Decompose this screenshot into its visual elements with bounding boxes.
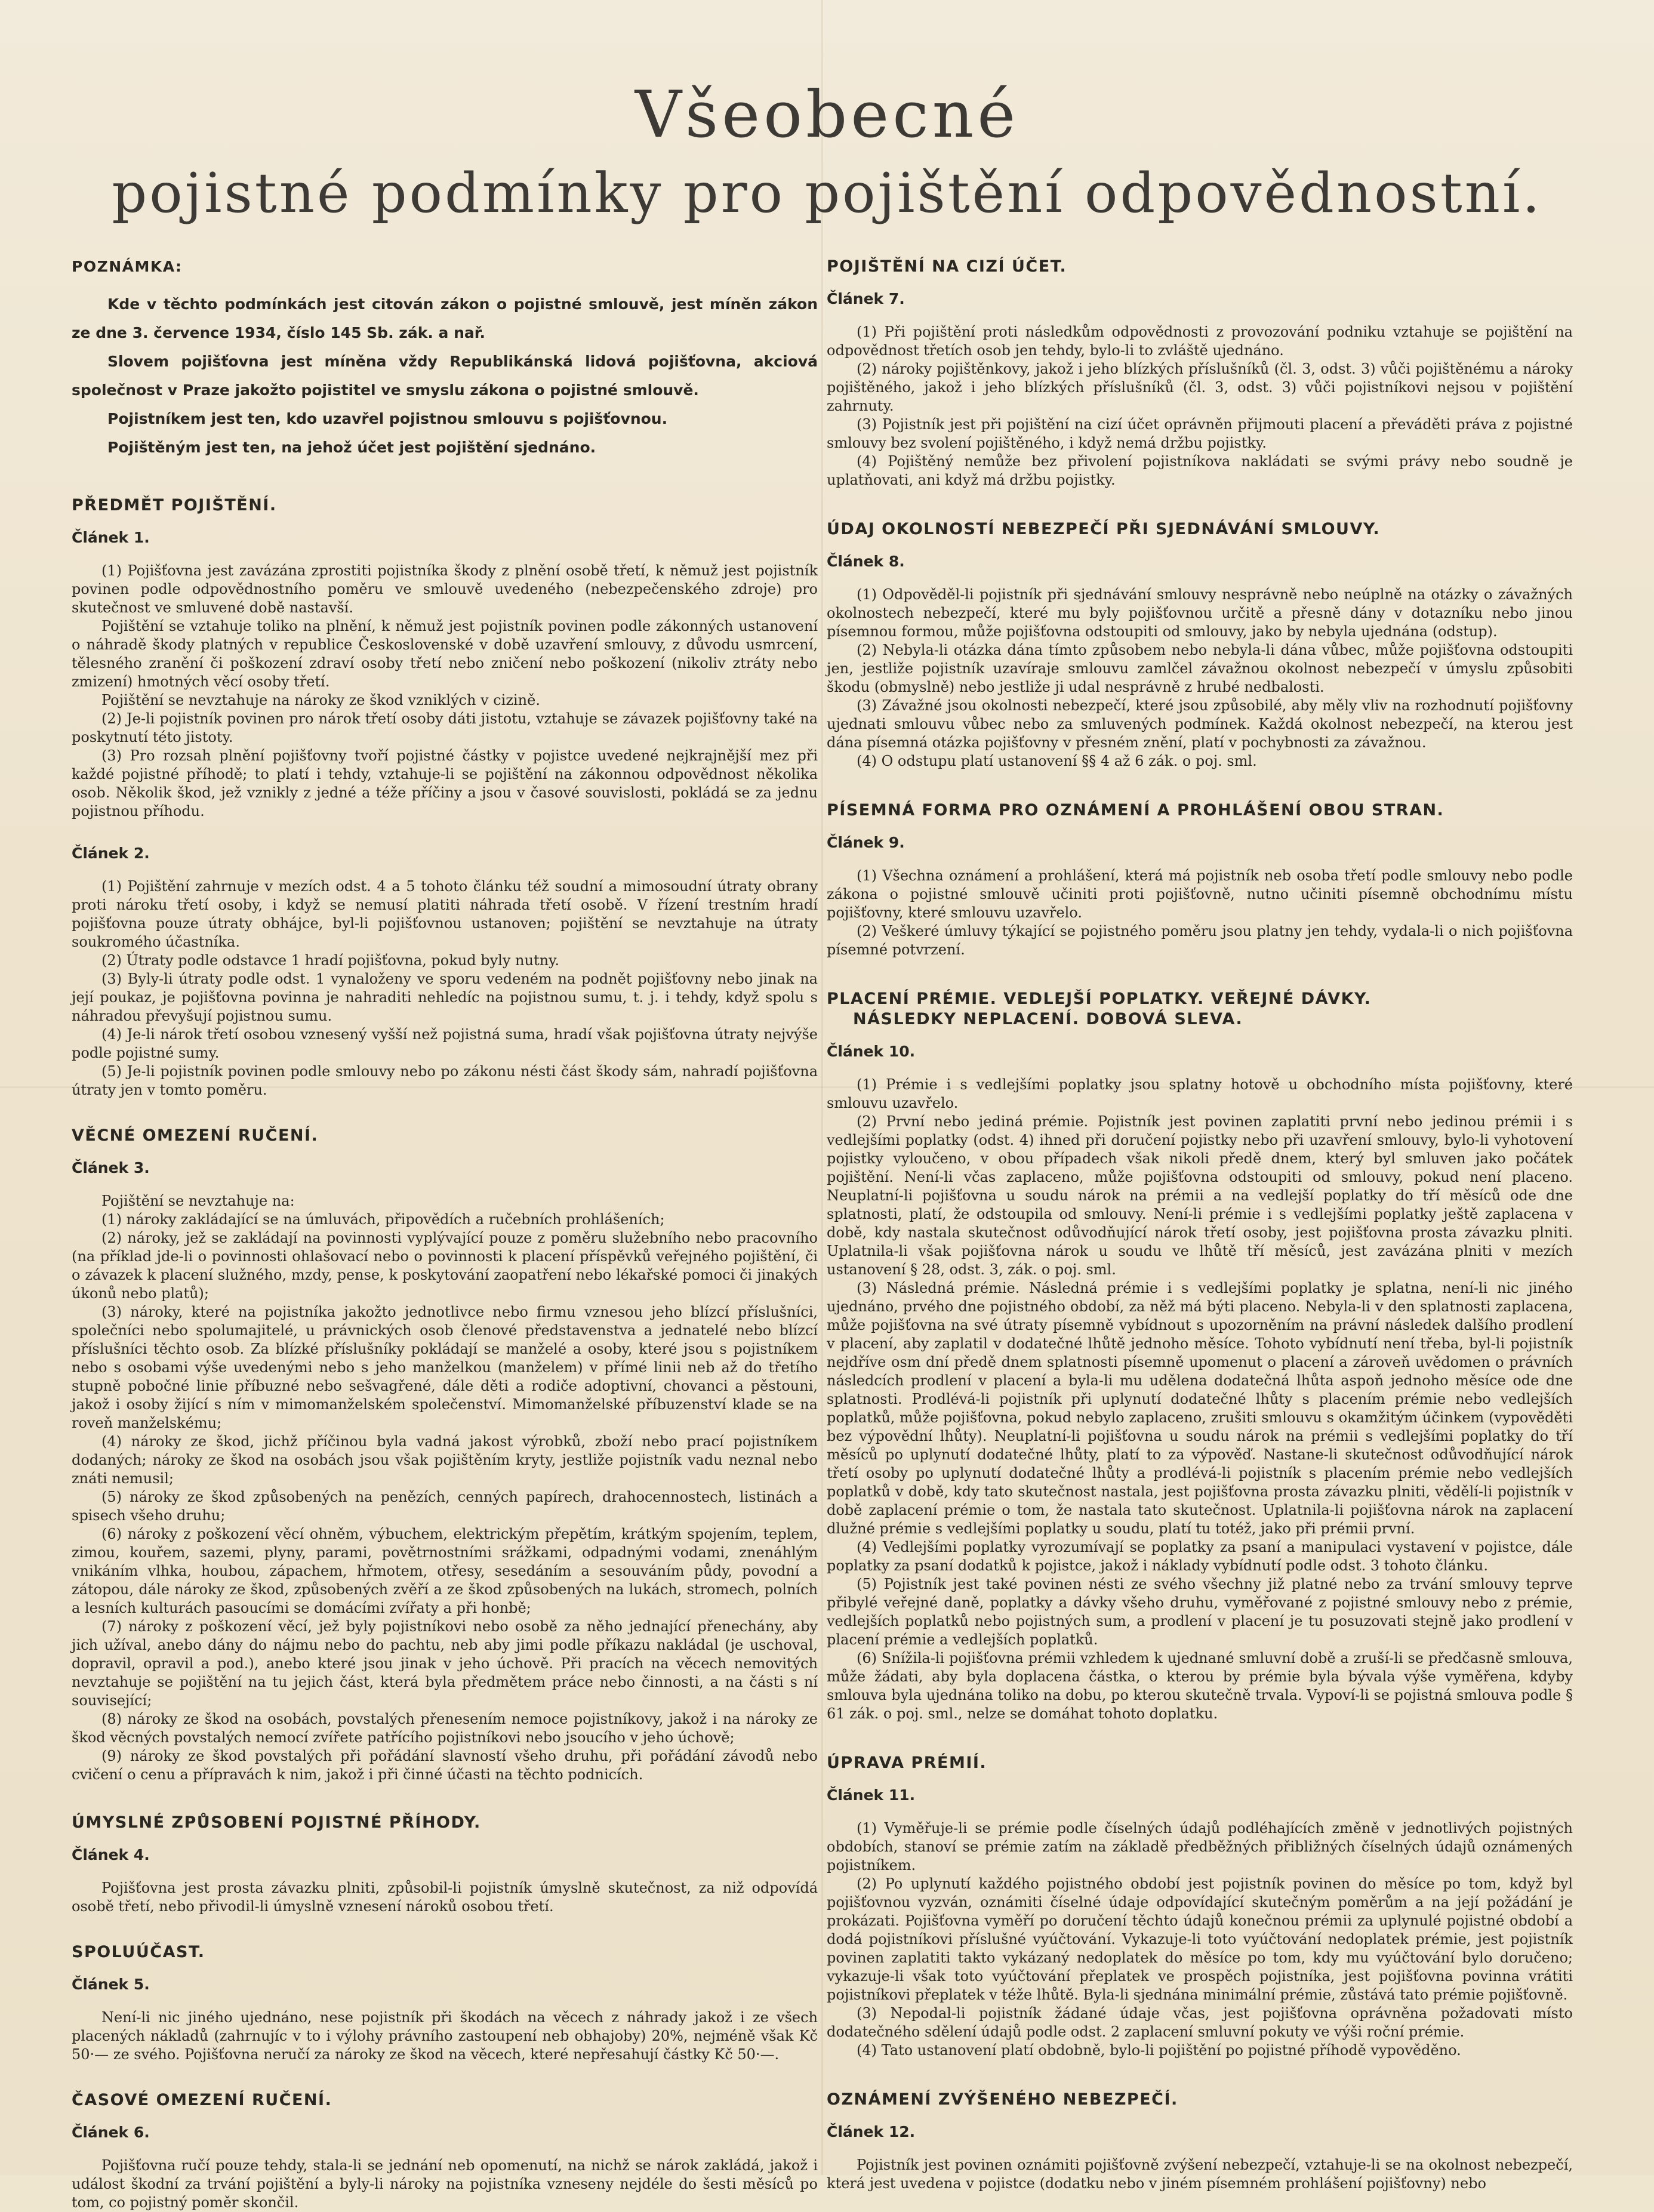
section-heading: ÚPRAVA PRÉMIÍ. <box>827 1754 987 1772</box>
section-heading: SPOLUÚČAST. <box>72 1943 205 1961</box>
paragraph: (1) Všechna oznámení a prohlášení, která má pojistník neb osoba třetí podle smlouvy nebo podle zákona o pojistné smlouvě učiniti proti pojišťovně, nutno učiniti písemně obchodnímu místu pojišťovny, které smlouvu uzavřelo. <box>827 867 1573 921</box>
document-subtitle: pojistné podmínky pro pojištění odpovědnostní. <box>112 161 1542 225</box>
paragraph: (2) Veškeré úmluvy týkající se pojistného poměru jsou platny jen tehdy, vydala-li o nich pojišťovna písemné potvrzení. <box>827 923 1573 958</box>
section-placeni-premie <box>827 989 1573 1723</box>
section-pisemna-forma <box>827 800 1573 959</box>
article-label: Článek 3. <box>72 1159 150 1176</box>
paragraph: (4) Je-li nárok třetí osobou vznesený vyšší než pojistná suma, hradí však pojišťovna útraty nejvýše podle pojistné sumy. <box>72 1026 818 1061</box>
paragraph: (1) Pojištění zahrnuje v mezích odst. 4 a 5 tohoto článku též soudní a mimosoudní útraty obrany proti nároku třetí osoby, i když se nemusí platiti náhrada třetí osobě. V řízení trestním hradí pojišťovna pouze útraty obhájce, byl-li pojišťovnou ustanoven; pojištění se nevztahuje na útraty soukromého účastníka. <box>72 878 818 950</box>
paragraph: Pojištění se vztahuje toliko na plnění, k němuž jest pojistník povinen podle zákonných ustanovení o náhradě škody platných v republice Československé v době uzavření smlouvy, z důvodu usmrcení, tělesného zranění či poškození zdraví osoby třetí nebo zničení nebo poškození (nikoliv ztráty nebo zmizení) hmotných věcí osoby třetí. <box>72 618 818 690</box>
paragraph: (2) Nebyla-li otázka dána tímto způsobem nebo nebyla-li dána vůbec, může pojišťovna odstoupiti jen, jestliže pojistník uzavíraje smlouvu zamlčel závažnou okolnost nebezpečí v úmyslu způsobiti škodu (obmyslně) nebo jestliže ji udal nesprávně z hrubé nedbalosti. <box>827 642 1573 695</box>
paragraph: (4) Pojištěný nemůže bez přivolení pojistníkova nakládati se svými právy nebo soudně je uplatňovati, ani když má držbu pojistky. <box>827 453 1573 488</box>
article-label: Článek 2. <box>72 845 150 862</box>
paragraph: (3) Pojistník jest při pojištění na cizí účet oprávněn přijmouti placení a převáděti práva z pojistné smlouvy bez svolení pojištěného, i když nemá držbu pojistky. <box>827 416 1573 451</box>
list-item: (2) nároky, jež se zakládají na povinnosti vyplývající pouze z poměru služebního nebo pracovního (na příklad jde-li o povinnosti ohlašovací nebo o povinnosti k placení příspěvků veřejného pojištění, či o závazek k placení služného, mzdy, pense, k poskytování zaopatření nebo lékařské pomoci či jinakých úkonů nebo platů); <box>72 1230 818 1302</box>
paragraph: (4) Tato ustanovení platí obdobně, bylo-li pojištění po pojistné příhodě vypověděno. <box>857 2042 1461 2059</box>
section-oznameni-nebezpeci <box>827 2090 1573 2193</box>
note-line: Slovem pojišťovna jest míněna vždy Republikánská lidová pojišťovna, akciová společnost v Praze jakožto pojistitel ve smyslu zákona o pojistné smlouvě. <box>72 353 818 399</box>
article-label: Článek 6. <box>72 2124 150 2141</box>
section-casove <box>72 2090 818 2212</box>
section-heading: PLACENÍ PRÉMIE. VEDLEJŠÍ POPLATKY. VEŘEJNÉ DÁVKY. <box>827 990 1372 1008</box>
paragraph: (3) Pro rozsah plnění pojišťovny tvoří pojistné částky v pojistce uvedené nejkrajnější mez při každé pojistné příhodě; to platí i tehdy, vztahuje-li se pojištění na zákonnou odpovědnost několika osob. Několik škod, jež vznikly z jedné a téže příčiny a jsou v časové souvislosti, pokládá se za jednu pojistnou příhodu. <box>72 747 818 820</box>
article-label: Článek 5. <box>72 1976 150 1993</box>
paragraph: (3) Nepodal-li pojistník žádané údaje včas, jest pojišťovna oprávněna požadovati místo dodatečného sdělení údajů podle odst. 2 zaplacení smluvní pokuty ve výši roční prémie. <box>827 2005 1573 2040</box>
article-label: Článek 7. <box>827 290 905 307</box>
section-heading: ČASOVÉ OMEZENÍ RUČENÍ. <box>72 2091 332 2109</box>
list-item: (3) nároky, které na pojistníka jakožto jednotlivce nebo firmu vznesou jeho blízcí příslušníci, společníci nebo spolumajitelé, u právnických osob členové představenstva a jednatelé nebo blízcí příslušníci těchto osob. Za blízké příslušníky pokládají se manželé a osoby, které jsou s pojistníkem nebo s osobami výše uvedenými nebo s jeho manželkou (manželem) v přímé linii neb až do třetího stupně pobočné linie příbuzné nebo sešvagřené, dále děti a rodiče adoptivní, chovanci a pěstouni, jakož i osoby žijící s ním v mimomanželském společenství. Mimomanželské příbuzenství klade se na roveň manželskému; <box>72 1304 818 1431</box>
section-heading: ÚDAJ OKOLNOSTÍ NEBEZPEČÍ PŘI SJEDNÁVÁNÍ SMLOUVY. <box>827 520 1381 538</box>
paragraph: (2) První nebo jediná prémie. Pojistník jest povinen zaplatiti první nebo jedinou prémii i s vedlejšími poplatky (odst. 4) ihned při doručení pojistky nebo při uzavření smlouvy, bylo-li vyhotovení pojistky vyloučeno, v obou případech však nikoli předě dnem, který byl smluven jako počátek pojištění. Není-li včas zaplaceno, může pojišťovna odstoupiti od smlouvy, pokud není placeno. Neuplatní-li pojišťovna u soudu nárok na prémii a na vedlejší poplatky do tří měsíců ode dne splatnosti, platí, že odstoupila od smlouvy. Není-li prémie i s vedlejšími poplatky ještě zaplacena v době, kdy nastala skutečnost odůvodňující nárok třetí osoby, jest pojišťovna prosta závazku plniti. Uplatnila-li však pojišťovna nárok u soudu ve lhůtě tří měsíců, jest zavázána plniti v mezích ustanovení § 28, odst. 3, zák. o poj. sml. <box>827 1113 1573 1278</box>
note-line: Pojištěným jest ten, na jehož účet jest pojištění sjednáno. <box>107 439 596 456</box>
list-item: (9) nároky ze škod povstalých při pořádání slavností všeho druhu, při pořádání závodů nebo cvičení o cenu a přípravách k nim, jakož i při činné účasti na těchto podnicích. <box>72 1748 818 1783</box>
section-spoluucast <box>72 1942 818 2064</box>
section-cizi-ucet <box>827 257 1573 489</box>
note-line: Pojistníkem jest ten, kdo uzavřel pojistnou smlouvu s pojišťovnou. <box>107 410 668 427</box>
section-heading: ÚMYSLNÉ ZPŮSOBENÍ POJISTNÉ PŘÍHODY. <box>72 1813 481 1832</box>
article-label: Článek 8. <box>827 553 905 570</box>
paragraph: (2) Po uplynutí každého pojistného období jest pojistník povinen do měsíce po tom, když byl pojišťovnou vyzván, oznámiti číselné údaje odpovídající skutečným poměrům a na její požádání je prokázati. Pojišťovna vyměří po doručení těchto údajů konečnou prémii za uplynulé pojistné období a dodá pojistníkovi příslušné vyúčtování. Vykazuje-li toto vyúčtování nedoplatek prémie, jest pojistník povinen zaplatiti takto vykázaný nedoplatek do měsíce po tom, kdy mu vyúčtování bylo doručeno; vykazuje-li však toto vyúčtování přeplatek ve prospěch pojistníka, jest pojišťovna povinna vrátiti pojistníkovi přeplatek v téže lhůtě. Byla-li sjednána minimální prémie, zůstává tato prémie pojišťovně. <box>827 1875 1573 2003</box>
paragraph: Pojišťovna jest prosta závazku plniti, způsobil-li pojistník úmyslně skutečnost, za niž odpovídá osobě třetí, nebo přivodil-li úmyslně vznesení nároků osobou třetí. <box>72 1880 818 1915</box>
paragraph: (6) Snížila-li pojišťovna prémii vzhledem k ujednané smluvní době a zruší-li se předčasně smlouva, může žádati, aby byla doplacena částka, o kterou by prémie byla bývala výše vyměřena, kdyby smlouva byla ujednána toliko na dobu, po kterou skutečně trvala. Vypoví-li se pojistná smlouva podle § 61 zák. o poj. sml., nelze se domáhat tohoto doplatku. <box>827 1650 1573 1722</box>
right-column <box>827 257 1573 2193</box>
note-heading: POZNÁMKA: <box>72 258 183 275</box>
article-label: Článek 10. <box>827 1043 916 1060</box>
paragraph: Pojištění se nevztahuje na: <box>101 1193 295 1209</box>
paragraph: (2) Útraty podle odstavce 1 hradí pojišťovna, pokud byly nutny. <box>101 952 560 969</box>
paragraph: Pojistník jest povinen oznámiti pojišťovně zvýšení nebezpečí, vztahuje-li se na okolnost nebezpečí, která jest uvedena v pojistce (dodatku nebo v jiném písemném prohlášení pojišťovny) nebo <box>827 2156 1573 2192</box>
paragraph: (5) Je-li pojistník povinen podle smlouvy nebo po zákonu nésti část škody sám, nahradí pojišťovna útraty jen v tomto poměru. <box>72 1063 818 1098</box>
paragraph: Pojišťovna ručí pouze tehdy, stala-li se jednání neb opomenutí, na nichž se nárok zakládá, jakož i událost škodní za trvání pojištění a byly-li nároky na pojistníka vzneseny nejdéle do šesti měsíců po tom, co pojistný poměr skončil. <box>72 2157 818 2211</box>
section-heading: PÍSEMNÁ FORMA PRO OZNÁMENÍ A PROHLÁŠENÍ OBOU STRAN. <box>827 801 1444 820</box>
section-heading-line2: NÁSLEDKY NEPLACENÍ. DOBOVÁ SLEVA. <box>853 1010 1243 1028</box>
paragraph: (3) Následná prémie. Následná prémie i s vedlejšími poplatky je splatna, není-li nic jiného ujednáno, prvého dne pojistného období, za něž má býti placeno. Nebyla-li v den splatnosti zaplacena, může pojišťovna na své útraty písemně vybídnout s upozorněním na právní následek dalšího prodlení v placení, aby zaplatil v dodatečné lhůtě jednoho měsíce. Tohoto vybídnutí není třeba, byl-li pojistník nejdříve osm dní předě dnem splatnosti písemně upomenut o placení a zároveň uvědomen o právních následcích prodlení v placení a byla-li mu udělena dodatečná lhůta aspoň jednoho měsíce ode dne splatnosti. Prodlévá-li pojistník při uplynutí dodatečné lhůty s placením prémie nebo vedlejších poplatků, může pojišťovna, pokud nebylo zaplaceno, zrušiti smlouvu s okamžitým účinkem (vypověděti bez výpovědní lhůty). Neuplatní-li pojišťovna u soudu nárok na prémii s vedlejšími poplatky do tří měsíců po uplynutí dodatečné lhůty, platí to za výpověď. Nastane-li skutečnost odůvodňující nárok třetí osoby po uplynutí dodatečné lhůty a prodlévá-li pojistník s placením prémie nebo vedlejších poplatků v době, kdy tato skutečnost nastala, jest pojišťovna prosta závazku plniti, vědělí-li pojistník v době zaplacení prémie o tom, že nastala tato skutečnost. Uplatnila-li pojišťovna nárok na zaplacení dlužné prémie s vedlejšími poplatky u soudu, platí tu totéž, jako při prémii první. <box>827 1280 1573 1537</box>
note-section <box>72 257 818 462</box>
paragraph: (1) Prémie i s vedlejšími poplatky jsou splatny hotově u obchodního místa pojišťovny, které smlouvu uzavřelo. <box>827 1076 1573 1111</box>
list-item: (8) nároky ze škod na osobách, povstalých přenesením nemoce pojistníkovy, jakož i na nároky ze škod věcných povstalých nemocí zvířete patřícího pojistníkovi nebo jsoucího v jeho úchově; <box>72 1711 818 1746</box>
section-uprava-premii <box>827 1753 1573 2060</box>
paragraph: (5) Pojistník jest také povinen nésti ze svého všechny již platné nebo za trvání smlouvy teprve přibylé veřejné daně, poplatky a dávky všeho druhu, vyměřované z pojistné smlouvy nebo z prémie, vedlejších poplatků nebo pojistných sum, a prodlení v placení je tu posuzovati stejně jako prodlení v placení prémie a vedlejších poplatků. <box>827 1576 1573 1648</box>
document-title: Všeobecné <box>635 78 1019 152</box>
section-predmet <box>72 495 818 1099</box>
paragraph: (1) Při pojištění proti následkům odpovědnosti z provozování podniku vztahuje se pojištění na odpovědnost třetích osob jen tehdy, bylo-li to zvláště ujednáno. <box>827 324 1573 359</box>
section-heading: OZNÁMENÍ ZVÝŠENÉHO NEBEZPEČÍ. <box>827 2090 1178 2109</box>
list-item: (4) nároky ze škod, jichž příčinou byla vadná jakost výrobků, zboží nebo prací pojistníkem dodaných; nároky ze škod na osobách jsou však pojištěním kryty, jestliže pojistník vadu neznal nebo znáti nemusil; <box>72 1433 818 1487</box>
paragraph: (2) nároky pojištěnkovy, jakož i jeho blízkých příslušníků (čl. 3, odst. 3) vůči pojištěnému a nároky pojištěného, jakož i jeho blízkých příslušníků (čl. 3, odst. 3) vůči pojistníkovi nejsou v pojištění zahrnuty. <box>827 361 1573 414</box>
paragraph: Není-li nic jiného ujednáno, nese pojistník při škodách na věcech z náhrady jakož i ze všech placených nákladů (zahrnujíc v to i výlohy právního zastoupení neb obhajoby) 20%, nejméně však Kč 50·— ze svého. Pojišťovna neručí za nároky ze škod na věcech, které nepřesahují částky Kč 50·—. <box>72 2009 818 2063</box>
paragraph: (3) Závažné jsou okolnosti nebezpečí, které jsou způsobilé, aby měly vliv na rozhodnutí pojišťovny ujednati smlouvu vůbec nebo za smluvených podmínek. Každá okolnost nebezpečí, na kterou jest dána písemná otázka pojišťovny v přesném znění, platí v pochybnosti za závažnou. <box>827 697 1573 751</box>
list-item: (5) nároky ze škod způsobených na penězích, cenných papírech, drahocennostech, listinách a spisech všeho druhu; <box>72 1489 818 1524</box>
section-umyslne <box>72 1813 818 1916</box>
paragraph: (3) Byly-li útraty podle odst. 1 vynaloženy ve sporu vedeném na podnět pojišťovny nebo jinak na její poukaz, je pojišťovna povinna je nahraditi nehledíc na pojistnou sumu, t. j. i tehdy, když spolu s náhradou převyšují pojistnou sumu. <box>72 971 818 1024</box>
section-heading: PŘEDMĚT POJIŠTĚNÍ. <box>72 496 277 515</box>
paragraph: (4) O odstupu platí ustanovení §§ 4 až 6 zák. o poj. sml. <box>857 753 1257 769</box>
article-label: Článek 12. <box>827 2123 916 2140</box>
list-item: (6) nároky z poškození věcí ohněm, výbuchem, elektrickým přepětím, krátkým spojením, teplem, zimou, kouřem, sazemi, plyny, parami, povětrnostními srážkami, odpadnými vodami, znenáhlým vnikáním vlhka, houbou, zápachem, hřmotem, otřesy, sesedáním a sesouváním půdy, povodní a zátopou, dále nároky ze škod, způsobených zvěří a ze škod způsobených na lukách, stromech, polních a lesních kulturách pasoucími se domácími zvířaty a při honbě; <box>72 1526 818 1616</box>
section-vecne-omezeni <box>72 1126 818 1784</box>
section-heading: POJIŠTĚNÍ NA CIZÍ ÚČET. <box>827 257 1067 276</box>
paragraph: (1) Pojišťovna jest zavázána zprostiti pojistníka škody z plnění osobě třetí, k němuž jest pojistník povinen podle odpovědnostního poměru ve smlouvě uvedeného (nebezpečenského zdroje) pro skutečnost ve smluvené době nastavší. <box>72 562 818 616</box>
section-heading: VĚCNÉ OMEZENÍ RUČENÍ. <box>72 1126 319 1145</box>
exclusion-list <box>72 1210 818 1784</box>
list-item: (7) nároky z poškození věcí, jež byly pojistníkovi nebo osobě za něho jednající přenechány, aby jich užíval, anebo dány do nájmu nebo do pachtu, neb aby jimi podle příkazu nakládal (je uschoval, dopravil, opravil a pod.), anebo které jsou jinak v jeho úchově. Při pracích na věcech nemovitých nevztahuje se pojištění na tu jejich část, která byla předmětem práce nebo činnosti, a na části s ní související; <box>72 1618 818 1709</box>
paragraph: (1) Vyměřuje-li se prémie podle číselných údajů podléhajících změně v jednotlivých pojistných obdobích, stanoví se prémie zatím na základě předběžných přibližných číselných údajů oznámených pojistníkem. <box>827 1820 1573 1874</box>
section-udaj-okolnosti <box>827 519 1573 771</box>
article-label: Článek 1. <box>72 529 150 546</box>
note-line: Kde v těchto podmínkách jest citován zákon o pojistné smlouvě, jest míněn zákon ze dne 3. července 1934, číslo 145 Sb. zák. a nař. <box>72 295 818 341</box>
left-column <box>72 257 818 2212</box>
article-label: Článek 4. <box>72 1846 150 1863</box>
paragraph: (1) Odpověděl-li pojistník při sjednávání smlouvy nesprávně nebo neúplně na otázky o závažných okolnostech nebezpečí, které mu byly pojišťovnou určitě a přesně dány v dotazníku nebo jinou písemnou formou, může pojišťovna odstoupiti od smlouvy, jako by nebyla ujednána (odstup). <box>827 586 1573 640</box>
list-item: (1) nároky zakládající se na úmluvách, připovědích a ručebních prohlášeních; <box>101 1211 665 1228</box>
paragraph: (4) Vedlejšími poplatky vyrozumívají se poplatky za psaní a manipulaci vystavení v pojistce, dále poplatky za psaní dodatků k pojistce, jakož i náklady vybídnutí podle odst. 3 tohoto článku. <box>827 1539 1573 1574</box>
paragraph: Pojištění se nevztahuje na nároky ze škod vzniklých v cizině. <box>101 692 540 708</box>
paragraph: (2) Je-li pojistník povinen pro nárok třetí osoby dáti jistotu, vztahuje se závazek pojišťovny také na poskytnutí této jistoty. <box>72 710 818 745</box>
article-label: Článek 9. <box>827 834 905 851</box>
article-label: Článek 11. <box>827 1786 916 1804</box>
